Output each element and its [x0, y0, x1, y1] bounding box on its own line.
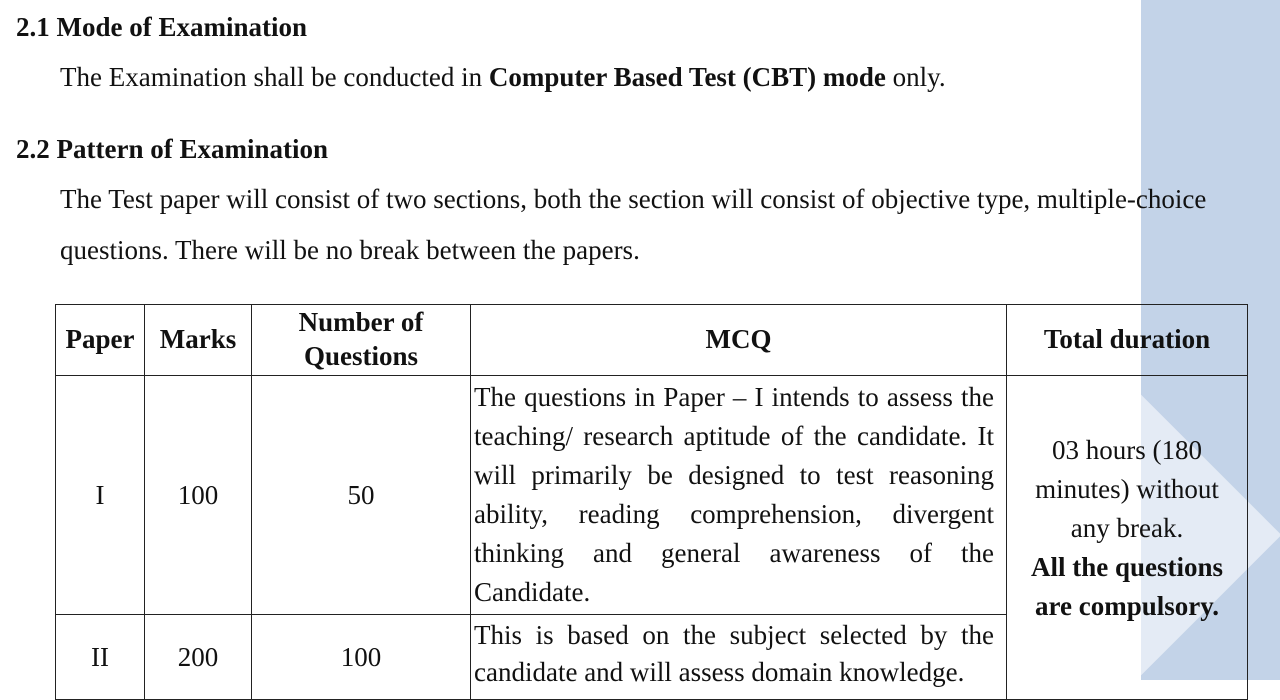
header-paper: Paper — [56, 305, 145, 376]
table-header-row — [56, 305, 1248, 376]
pattern-paragraph-line1: The Test paper will consist of two sections, both the section will consist of objective type, multiple-choice — [60, 184, 1207, 214]
cell-marks: 200 — [145, 615, 252, 700]
heading-pattern-of-examination: 2.2 Pattern of Examination — [16, 134, 328, 164]
table-row — [56, 376, 1248, 615]
cell-marks: 100 — [145, 376, 252, 615]
mode-paragraph — [60, 62, 946, 93]
header-mcq: MCQ — [471, 305, 1007, 376]
cell-questions: 100 — [252, 615, 471, 700]
cell-paper: I — [56, 376, 145, 615]
cell-total-duration — [1007, 376, 1248, 700]
duration-text: 03 hours (180 minutes) without any break. — [1035, 435, 1219, 543]
cell-mcq: The questions in Paper – I intends to assess the teaching/ research aptitude of the candidate. It will primarily be designed to test reasoning ability, reading comprehension, divergent thinking and general awareness of the Candidate. — [471, 376, 1007, 615]
header-number-of-questions: Number of Questions — [252, 305, 471, 376]
header-marks: Marks — [145, 305, 252, 376]
mode-text-bold: Computer Based Test (CBT) mode — [488, 62, 886, 92]
exam-pattern-table — [55, 304, 1248, 700]
cell-questions: 50 — [252, 376, 471, 615]
header-total-duration: Total duration — [1007, 305, 1248, 376]
mode-text-after: only. — [885, 62, 946, 92]
pattern-paragraph-line2: questions. There will be no break between the papers. — [60, 235, 640, 265]
cell-paper: II — [56, 615, 145, 700]
duration-compulsory-note: All the questions are compulsory. — [1030, 552, 1224, 621]
cell-mcq: This is based on the subject selected by the candidate and will assess domain knowledge. — [471, 615, 1007, 700]
mode-text-before: The Examination shall be conducted in — [60, 62, 489, 92]
heading-mode-of-examination: 2.1 Mode of Examination — [16, 12, 308, 42]
